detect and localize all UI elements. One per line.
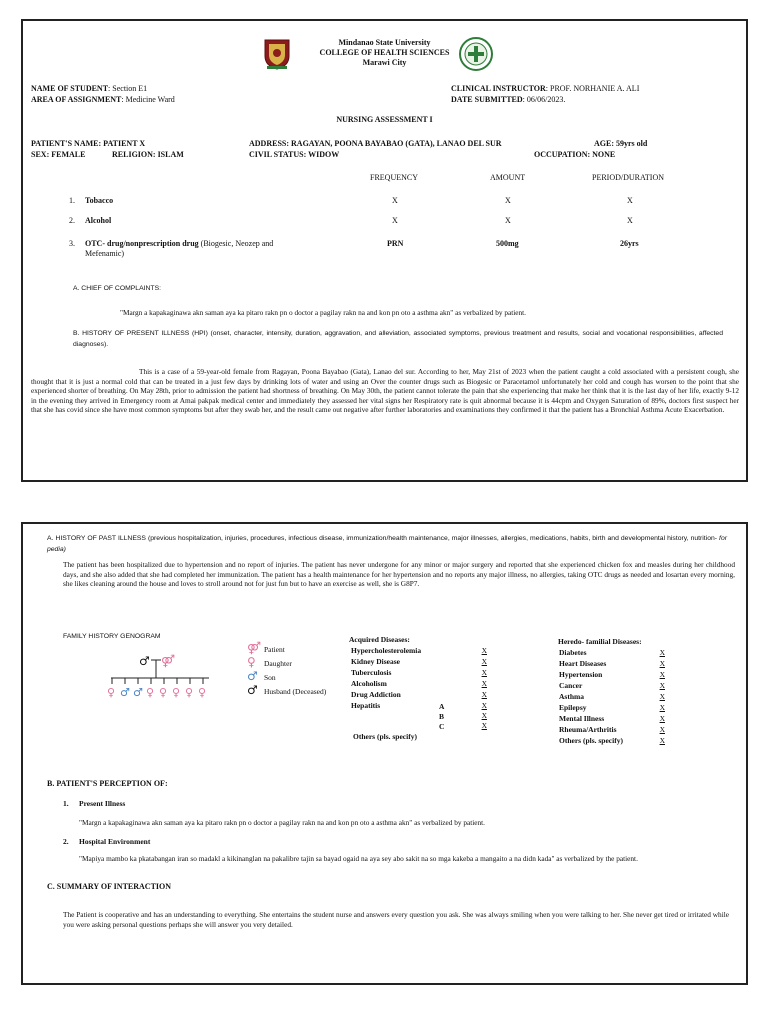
habit-row-period: X: [627, 196, 633, 205]
acquired-item: Alcoholism: [351, 679, 387, 688]
acquired-mark: X: [481, 679, 487, 688]
acquired-mark: X: [481, 657, 487, 666]
perception-item-text: "Mapiya mambo ka pkatabangan iran so madakl a kikinanglan na pakalibre tajin sa bayad ogaid na aya sey abo sakit na so mga kakeba a mangaito a na didn kada" as verbalized by the patient.: [79, 854, 638, 863]
perception-item-title: Present Illness: [79, 799, 126, 808]
heredo-mark: X: [659, 725, 665, 734]
perception-item-title: Hospital Environment: [79, 837, 151, 846]
document-page-1: [21, 19, 748, 482]
hpi-heading: B. HISTORY OF PRESENT ILLNESS (HPI) (onset, character, intensity, duration, aggravation, and alleviation, associated symptoms, previous treatment and results, social and vocational responsibilities, affected diagnoses).: [73, 330, 723, 348]
habit-row-num: 1.: [69, 196, 75, 205]
legend-son: Son: [264, 673, 276, 682]
male-symbol-icon: ♂: [247, 683, 258, 697]
past-illness-heading: A. HISTORY OF PAST ILLNESS (previous hospitalization, injuries, procedures, infectious disease, immunization/health maintenance, major illnesses, allergies, medications, habits, birth and developmental history, nutrition- for pedia): [47, 535, 727, 553]
daughter-symbol: ♀: [159, 686, 168, 699]
son-symbol: ♂: [120, 686, 130, 699]
city-name: Marawi City: [362, 58, 407, 67]
acquired-heading: Acquired Diseases:: [349, 635, 410, 644]
patient-religion: RELIGION: ISLAM: [112, 150, 184, 159]
habit-row-period: 26yrs: [620, 239, 639, 248]
heredo-item: Mental Illness: [559, 714, 605, 723]
assessment-title: NURSING ASSESSMENT I: [336, 115, 433, 124]
habit-row-label: Tobacco: [85, 196, 114, 205]
header-amount: AMOUNT: [490, 173, 526, 182]
heredo-item: Hypertension: [559, 670, 603, 679]
heredo-item: Diabetes: [559, 648, 587, 657]
daughter-symbol: ♀: [185, 686, 194, 699]
patient-name: PATIENT'S NAME: PATIENT X: [31, 139, 146, 148]
heredo-mark: X: [659, 736, 665, 745]
son-symbol: ♂: [133, 686, 143, 699]
hepatitis-type: A: [439, 702, 445, 711]
habit-row-amount: X: [505, 216, 511, 225]
acquired-item: Hypercholesterolemia: [351, 646, 422, 655]
student-name-line: NAME OF STUDENT: Section E1: [31, 84, 148, 93]
acquired-mark: X: [481, 646, 487, 655]
legend-husband: Husband (Deceased): [264, 687, 327, 696]
habit-row-label-line2: Mefenamic): [85, 249, 125, 258]
perception-heading: B. PATIENT'S PERCEPTION OF:: [47, 779, 168, 788]
past-illness-text: The patient has been hospitalized due to hypertension and no report of injuries. The patient has never undergone for any minor or major surgery and reported that she experienced chicken fox and measles during her childhood days, and she also added that she had completed her immunization. The patient has a health maintenance for her hypertension and no reports any major illness, no allergies, taking OTC drugs as needed and losartan every morning, she likes cleaning around the house and loves to stroll around not for just fun but to have an exercise as well, she is G8P7.: [63, 560, 735, 589]
genogram-title: FAMILY HISTORY GENOGRAM: [63, 633, 161, 640]
acquired-mark: X: [481, 668, 487, 677]
hepatitis-mark: X: [481, 701, 487, 710]
perception-item-text: "Margn a kapakaginawa akn saman aya ka pitaro rakn pn o doctor a pagilay rakn na and kon pn oto a asthma akn" as verbalized by patient.: [79, 818, 485, 827]
heredo-heading: Heredo- familial Diseases:: [558, 637, 642, 646]
heredo-item: Cancer: [559, 681, 583, 690]
daughter-symbol: ♀: [198, 686, 207, 699]
heredo-item: Asthma: [559, 692, 585, 701]
heredo-item: Epilepsy: [559, 703, 587, 712]
habit-row-period: X: [627, 216, 633, 225]
summary-text: The Patient is cooperative and has an understanding to everything. She entertains the student nurse and answers every question you ask. She was always smiling when you were talking to her. She never get tired or irritated while you were asking personal questions perhaps she will answer you very detailed.: [63, 910, 729, 929]
university-name: Mindanao State University: [338, 38, 431, 47]
header-frequency: FREQUENCY: [370, 173, 419, 182]
heredo-mark: X: [659, 648, 665, 657]
acquired-item: Drug Addiction: [351, 690, 401, 699]
college-name: COLLEGE OF HEALTH SCIENCES: [319, 48, 450, 57]
hepatitis-mark: X: [481, 711, 487, 720]
acquired-item: Tuberculosis: [351, 668, 392, 677]
header-period: PERIOD/DURATION: [592, 173, 664, 182]
heredo-mark: X: [659, 681, 665, 690]
habit-row-label: Alcohol: [85, 216, 112, 225]
clinical-instructor-line: CLINICAL INSTRUCTOR: PROF. NORHANIE A. ALI: [451, 84, 640, 93]
heredo-item: Rheuma/Arthritis: [559, 725, 617, 734]
date-submitted-line: DATE SUBMITTED: 06/06/2023.: [451, 95, 566, 104]
hepatitis-label: Hepatitis: [351, 701, 381, 710]
assignment-area-line: AREA OF ASSIGNMENT: Medicine Ward: [31, 95, 175, 104]
heredo-item: Heart Diseases: [559, 659, 607, 668]
heredo-mark: X: [659, 714, 665, 723]
habit-row-amount: 500mg: [496, 239, 519, 248]
male-symbol-icon: ♂: [247, 669, 258, 683]
habit-row-frequency: PRN: [387, 239, 404, 248]
habit-row-num: 2.: [69, 216, 75, 225]
acquired-item: Kidney Disease: [351, 657, 400, 666]
perception-item-num: 2.: [63, 837, 69, 846]
acquired-others: Others (pls. specify): [353, 732, 417, 741]
habit-row-amount: X: [505, 196, 511, 205]
daughter-symbol: ♀: [172, 686, 181, 699]
heredo-mark: X: [659, 703, 665, 712]
summary-heading: C. SUMMARY OF INTERACTION: [47, 882, 172, 891]
document-page-2: [21, 522, 748, 985]
female-symbol-icon: ♀: [247, 655, 256, 669]
husband-symbol: ♂: [139, 654, 150, 668]
patient-age: AGE: 59yrs old: [594, 139, 648, 148]
habit-row-num: 3.: [69, 239, 75, 248]
habit-row-label: OTC- drug/nonprescription drug (Biogesic, Neozep and: [85, 239, 274, 248]
legend-daughter: Daughter: [264, 659, 292, 668]
acquired-mark: X: [481, 690, 487, 699]
hepatitis-type: C: [439, 722, 445, 731]
hepatitis-mark: X: [481, 721, 487, 730]
habit-row-frequency: X: [392, 216, 398, 225]
family-genogram-diagram: [105, 652, 215, 706]
chief-complaints-text: "Margn a kapakaginawa akn saman aya ka pitaro rakn pn o doctor a pagilay rakn na and kon pn oto a asthma akn" as verbalized by patient.: [120, 308, 526, 317]
patient-occupation: OCCUPATION: NONE: [534, 150, 616, 159]
patient-civil-status: CIVIL STATUS: WIDOW: [249, 150, 340, 159]
daughter-symbol: ♀: [107, 686, 116, 699]
patient-symbol: ⚤: [161, 654, 176, 668]
chief-complaints-heading: A. CHIEF OF COMPLAINTS:: [73, 285, 161, 292]
patient-sex: SEX: FEMALE: [31, 150, 86, 159]
heredo-mark: X: [659, 692, 665, 701]
perception-item-num: 1.: [63, 799, 69, 808]
heredo-item: Others (pls. specify): [559, 736, 623, 745]
hpi-text: This is a case of a 59-year-old female from Ragayan, Poona Bayabao (Gata), Lanao del sur. According to her, May 21st of 2023 when the patient caught a cold associated with a persistent cough, she thought that it is just a normal cold that can be treated in a just few days by drinking lots of water and using an Over the counter drugs such as Biogesic or Paracetamol unfortunately her cold and cough has worsen to the point that she experienced shorter of breathing. On May 28th, prior to admission the patient had shortness of breathing. On May 30th, the patient cannot tolerate the pain that she experiencing that make her think that it is the last day of her life, exactly 9-12 in the evening they arrived in Emergency room at Amai pakpak medical center and immediately they assessed her vital signs her Respiratory rate is quit abnormal because it is 44cpm and Oxygen Saturation of 89%, doctors first suspect her that she has covid since she have most common symptoms but after they swab her, and the result came out negative after further laboratories and examinations they confirmed it that the patient has a Bronchial Asthma Acute Exacerbation.: [31, 367, 739, 415]
heredo-mark: X: [659, 659, 665, 668]
legend-patient: Patient: [264, 645, 285, 654]
habit-row-frequency: X: [392, 196, 398, 205]
female-symbol-icon: ⚤: [247, 641, 262, 655]
patient-address: ADDRESS: RAGAYAN, POONA BAYABAO (GATA), LANAO DEL SUR: [249, 139, 502, 148]
hepatitis-type: B: [439, 712, 445, 721]
daughter-symbol: ♀: [146, 686, 155, 699]
heredo-mark: X: [659, 670, 665, 679]
